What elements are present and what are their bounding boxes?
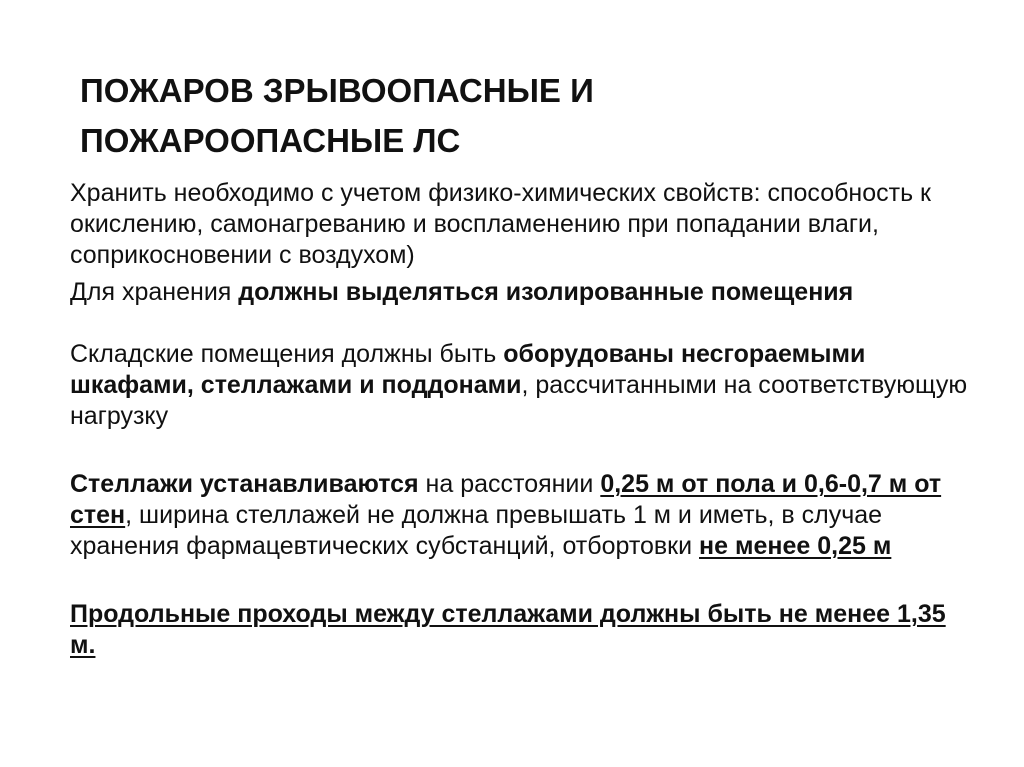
paragraph-text: , рассчитанными на соответствующую нагрузку <box>70 371 968 430</box>
paragraph-isolated-rooms <box>70 277 970 308</box>
title-line-2: ПОЖАРООПАСНЫЕ ЛС <box>80 122 461 159</box>
paragraph-storage-properties <box>70 178 970 271</box>
paragraph-text: Для хранения <box>70 278 239 306</box>
paragraph-text: Складские помещения должны быть <box>70 340 504 368</box>
slide-title <box>80 66 960 166</box>
paragraph-shelving <box>70 469 970 562</box>
paragraph-text: Хранить необходимо с учетом физико-химических свойств: способность к окислению, самонагреванию и воспламенению при попадании влаги, соприкосновении с воздухом) <box>70 179 931 269</box>
bold-underlined-text: Продольные проходы между стеллажами должны быть не менее 1,35 м. <box>70 600 946 659</box>
paragraph-text: на расстоянии <box>418 470 601 498</box>
title-line-1: ПОЖАРОВ ЗРЫВООПАСНЫЕ И <box>80 72 594 109</box>
bold-text: должны выделяться изолированные помещения <box>238 278 854 306</box>
paragraph-equipment <box>70 339 970 432</box>
bold-underlined-text: 0,25 м от пола и 0,6-0,7 м от стен <box>70 470 942 529</box>
bold-underlined-text: не менее 0,25 м <box>699 532 892 560</box>
bold-text: оборудованы несгораемыми шкафами, стеллажами и поддонами <box>70 340 866 399</box>
paragraph-aisles <box>70 599 970 661</box>
paragraph-text: , ширина стеллажей не должна превышать 1 м и иметь, в случае хранения фармацевтических субстанций, отбортовки <box>70 501 883 560</box>
bold-text: Стеллажи устанавливаются <box>70 470 419 498</box>
slide-content <box>70 178 970 661</box>
